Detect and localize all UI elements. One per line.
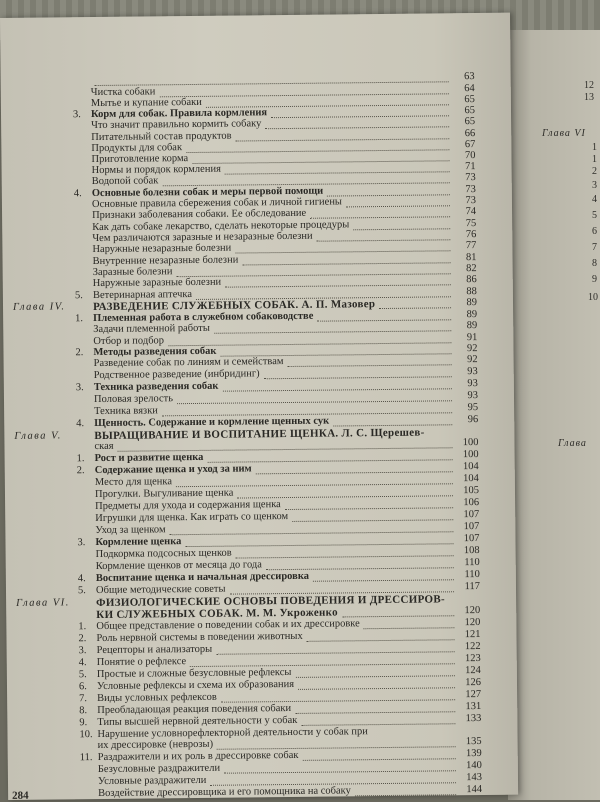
toc-entry-title: Наружные незаразные болезни xyxy=(92,243,231,256)
toc-entry-page: 64 xyxy=(453,83,475,95)
toc-entry-page: 143 xyxy=(460,772,482,784)
right-page-number: 6 xyxy=(592,226,597,237)
right-page-chapter-label: Глава VI xyxy=(542,128,586,139)
toc-entry-page: 120 xyxy=(458,617,480,629)
toc-entry-page: 65 xyxy=(453,105,475,117)
right-page-number: 13 xyxy=(584,92,594,103)
toc-entry-page: 89 xyxy=(455,320,477,332)
toc-entry-number: 9. xyxy=(79,717,87,729)
toc-entry-number: 10. xyxy=(79,729,92,741)
toc-entry-page: 107 xyxy=(457,509,479,521)
toc-entry-number: 2. xyxy=(75,347,83,359)
toc-entry-page: 100 xyxy=(456,437,478,449)
toc-entry-title: Общее представление о поведении собак и их дрессировке xyxy=(96,618,360,633)
toc-entry-title: Внутренние незаразные болезни xyxy=(92,255,238,269)
toc-entry-title: РАЗВЕДЕНИЕ СЛУЖЕБНЫХ СОБАК. А. П. Мазовер xyxy=(93,298,375,313)
toc-entry-page: 92 xyxy=(455,343,477,355)
toc-entry-page: 120 xyxy=(458,605,480,617)
toc-entry-page: 74 xyxy=(454,206,476,218)
toc-entry-page: 89 xyxy=(455,297,477,309)
toc-entry-title: Виды условных рефлексов xyxy=(97,692,217,705)
toc-entry-number: 7. xyxy=(79,693,87,705)
toc-entry-page: 89 xyxy=(455,309,477,321)
toc-entry-title: Понятие о рефлексе xyxy=(97,656,187,669)
right-page-number: 4 xyxy=(592,194,597,205)
toc-entry-title: Техника вязки xyxy=(94,405,158,418)
toc-entry-title: Игрушки для щенка. Как играть со щенком xyxy=(95,511,288,525)
toc-entry-title: Корм для собак. Правила кормления xyxy=(91,107,267,121)
toc-entry-title: Кормление щенков от месяца до года xyxy=(96,559,262,573)
toc-entry-page: 86 xyxy=(455,274,477,286)
right-page-number: 12 xyxy=(584,80,594,91)
toc-entry-number: 3. xyxy=(79,645,87,657)
toc-entry-title: Место для щенка xyxy=(95,476,172,489)
toc-entry-title: Предметы для ухода и содержания щенка xyxy=(95,499,281,513)
toc-entry-title: Чем различаются заразные и незаразные болезни xyxy=(92,231,312,245)
toc-entry-title: ская xyxy=(94,441,113,453)
chapter-label: Глава V. xyxy=(14,430,62,442)
toc-entry-title: Содержание щенка и уход за ним xyxy=(95,463,252,477)
toc-entry-page: 93 xyxy=(456,390,478,402)
toc-entry-page: 73 xyxy=(454,172,476,184)
toc-entry-title: Кормление щенка xyxy=(95,536,181,549)
toc-entry-number: 1. xyxy=(78,621,86,633)
toc-entry-title: Нарушение условнорефлекторной деятельности у собак при xyxy=(97,726,367,741)
toc-entry-page: 117 xyxy=(458,581,480,593)
toc-entry-page: 104 xyxy=(457,461,479,473)
toc-entry-page: 107 xyxy=(457,533,479,545)
toc-entry-page: 131 xyxy=(459,701,481,713)
toc-entry-page: 121 xyxy=(458,629,480,641)
toc-entry-title: Рост и развитие щенка xyxy=(95,452,204,465)
toc-entry-title: Рецепторы и анализаторы xyxy=(97,644,213,657)
toc-entry-title: Мытье и купание собаки xyxy=(91,97,202,110)
toc-entry-page: 107 xyxy=(457,521,479,533)
toc-entry-number: 4. xyxy=(76,418,84,430)
toc-entry-title: Продукты для собак xyxy=(91,142,182,155)
chapter-label: Глава IV. xyxy=(13,301,66,314)
toc-entry-title: Безусловные раздражители xyxy=(98,763,220,776)
toc-entry-page: 105 xyxy=(457,485,479,497)
toc-entry-number: 4. xyxy=(79,657,87,669)
toc-entry-title: Условные рефлексы и схема их образования xyxy=(97,679,294,693)
toc-entry-title: Щенность. Содержание и кормление щенных сук xyxy=(94,416,329,430)
right-page-number: 5 xyxy=(592,210,597,221)
toc-entry-number: 3. xyxy=(77,537,85,549)
toc-entry-title: Что значит правильно кормить собаку xyxy=(91,118,261,132)
toc-entry-number: 5. xyxy=(75,290,83,302)
toc-entry-page: 124 xyxy=(459,665,481,677)
toc-entry-title: Чистка собаки xyxy=(91,86,156,99)
toc-entry-page: 106 xyxy=(457,497,479,509)
toc-entry-title: Основные болезни собак и меры первой помощи xyxy=(92,186,323,200)
toc-entry-title: Основные правила сбережения собак и личной гигиены xyxy=(92,196,342,211)
right-page-number: 1 xyxy=(592,142,597,153)
right-page-number: 2 xyxy=(592,166,597,177)
toc-entry-number: 1. xyxy=(77,453,85,465)
toc-entry-title: КИ СЛУЖЕБНЫХ СОБАК. М. М. Укроженко xyxy=(96,606,338,621)
toc-entry-page: 104 xyxy=(457,473,479,485)
toc-entry-page: 82 xyxy=(455,263,477,275)
right-page-number: 10 xyxy=(588,292,598,303)
toc-entry-page: 122 xyxy=(459,641,481,653)
toc-entry-page: 144 xyxy=(460,784,482,796)
toc-entry-title: Воспитание щенка и начальная дрессировка xyxy=(96,571,309,585)
toc-entry-page: 66 xyxy=(453,128,475,140)
toc-entry-title: Родственное разведение (инбридинг) xyxy=(94,368,260,382)
toc-entry-page: 108 xyxy=(458,545,480,557)
toc-entry-title: Методы разведения собак xyxy=(93,346,216,359)
toc-entry-page: 93 xyxy=(456,366,478,378)
toc-entry-page: 75 xyxy=(454,218,476,230)
right-page-chapter-label: Глава xyxy=(558,438,587,449)
toc-entry-title: Воздействие дрессировщика и его помощника на собаку xyxy=(98,785,351,800)
toc-entry-number: 3. xyxy=(76,382,84,394)
toc-entry-title: Половая зрелость xyxy=(94,393,173,406)
toc-entry-number: 3. xyxy=(73,109,81,121)
toc-entry-number: 5. xyxy=(79,669,87,681)
right-page xyxy=(508,30,600,800)
toc-entry-page: 123 xyxy=(459,653,481,665)
toc-entry-number: 11. xyxy=(80,752,93,764)
toc-entry-title: Заразные болезни xyxy=(93,266,173,279)
toc-entry-page: 65 xyxy=(453,116,475,128)
toc-entry-page: 70 xyxy=(453,150,475,162)
toc-entry-page: 65 xyxy=(453,94,475,106)
toc-entry-number: 5. xyxy=(78,585,86,597)
right-page-number: 1 xyxy=(592,154,597,165)
toc-entry-title: Задачи племенной работы xyxy=(93,323,210,336)
toc-entry-title: ФИЗИОЛОГИЧЕСКИЕ ОСНОВЫ ПОВЕДЕНИЯ И ДРЕССИРОВ- xyxy=(96,593,445,609)
toc-entry-title: Приготовление корма xyxy=(91,153,188,166)
toc-entry-page: 63 xyxy=(453,71,475,83)
toc-entry-title: Племенная работа в служебном собаководстве xyxy=(93,311,313,325)
right-page-number: 7 xyxy=(592,242,597,253)
toc-entry-title: Отбор и подбор xyxy=(93,335,164,348)
toc-entry-title: Наружные заразные болезни xyxy=(93,277,221,290)
toc-entry-number: 2. xyxy=(78,633,86,645)
toc-entry-page: 96 xyxy=(456,414,478,426)
toc-entry-page: 73 xyxy=(454,195,476,207)
toc-entry-page: 88 xyxy=(455,286,477,298)
toc-entry-page: 135 xyxy=(460,736,482,748)
toc-entry-title: Ветеринарная аптечка xyxy=(93,289,192,302)
right-page-number: 9 xyxy=(592,274,597,285)
toc-entry-page: 127 xyxy=(459,689,481,701)
toc-entry-title: Нормы и порядок кормления xyxy=(92,164,221,177)
toc-entry-title: Типы высшей нервной деятельности у собак xyxy=(97,715,297,729)
toc-entry-title: Роль нервной системы в поведении животных xyxy=(96,631,302,645)
toc-entry-number: 6. xyxy=(79,681,87,693)
toc-entry-page: 71 xyxy=(454,161,476,173)
toc-entry-number: 4. xyxy=(78,573,86,585)
toc-entry-title: Простые и сложные безусловные рефлексы xyxy=(97,667,292,681)
toc-entry-title: Техника разведения собак xyxy=(94,381,219,394)
toc-entry-title: Раздражители и их роль в дрессировке собак xyxy=(98,750,299,764)
toc-entry-page: 76 xyxy=(454,229,476,241)
toc-entry-page: 133 xyxy=(459,713,481,725)
toc-entry-page: 92 xyxy=(456,354,478,366)
toc-entry-title: Уход за щенком xyxy=(95,524,165,537)
toc-entry-title: Условные раздражители xyxy=(98,775,206,788)
right-page-number: 8 xyxy=(592,258,597,269)
chapter-label: Глава VI. xyxy=(16,597,70,610)
toc-entry-page: 140 xyxy=(460,760,482,772)
toc-entry-title: Питательный состав продуктов xyxy=(91,131,231,144)
toc-entry-title: Как дать собаке лекарство, сделать некоторые процедуры xyxy=(92,219,349,234)
page-number: 284 xyxy=(12,790,29,802)
toc-entry-number: 2. xyxy=(77,465,85,477)
right-page-number: 3 xyxy=(592,180,597,191)
toc-entry-title: Общие методические советы xyxy=(96,584,226,597)
leader-dots xyxy=(355,793,456,796)
toc-entry-page: 95 xyxy=(456,402,478,414)
toc-entry-page: 73 xyxy=(454,184,476,196)
toc-entry-page: 139 xyxy=(460,748,482,760)
toc-entry-number: 4. xyxy=(74,188,82,200)
toc-entry-title: их дрессировке (неврозы) xyxy=(98,739,214,752)
book-page-contents xyxy=(0,13,518,800)
toc-entry-number: 1. xyxy=(75,313,83,325)
toc-entry-page: 110 xyxy=(458,557,480,569)
toc-entry-title: Преобладающая реакция поведения собаки xyxy=(97,703,291,717)
toc-entry-page: 91 xyxy=(455,332,477,344)
toc-entry-page: 126 xyxy=(459,677,481,689)
toc-entry-title: ВЫРАЩИВАНИЕ И ВОСПИТАНИЕ ЩЕНКА. Л. С. Щерешев- xyxy=(94,427,424,442)
toc-entry-title: Прогулки. Выгуливание щенка xyxy=(95,488,233,501)
toc-entry-title: Признаки заболевания собаки. Ее обследование xyxy=(92,208,306,222)
toc-entry-number: 8. xyxy=(79,705,87,717)
toc-entry-title: Водопой собак xyxy=(92,175,159,188)
toc-entry-page: 77 xyxy=(454,240,476,252)
toc-entry-page: 110 xyxy=(458,569,480,581)
toc-entry-title: Подкормка подсосных щенков xyxy=(96,548,232,561)
table-of-contents xyxy=(0,13,518,800)
toc-entry-page: 67 xyxy=(453,139,475,151)
toc-entry-title: Разведение собак по линиям и семействам xyxy=(94,356,284,370)
toc-entry-page: 100 xyxy=(457,449,479,461)
toc-entry-page: 93 xyxy=(456,378,478,390)
toc-entry-page: 81 xyxy=(454,252,476,264)
